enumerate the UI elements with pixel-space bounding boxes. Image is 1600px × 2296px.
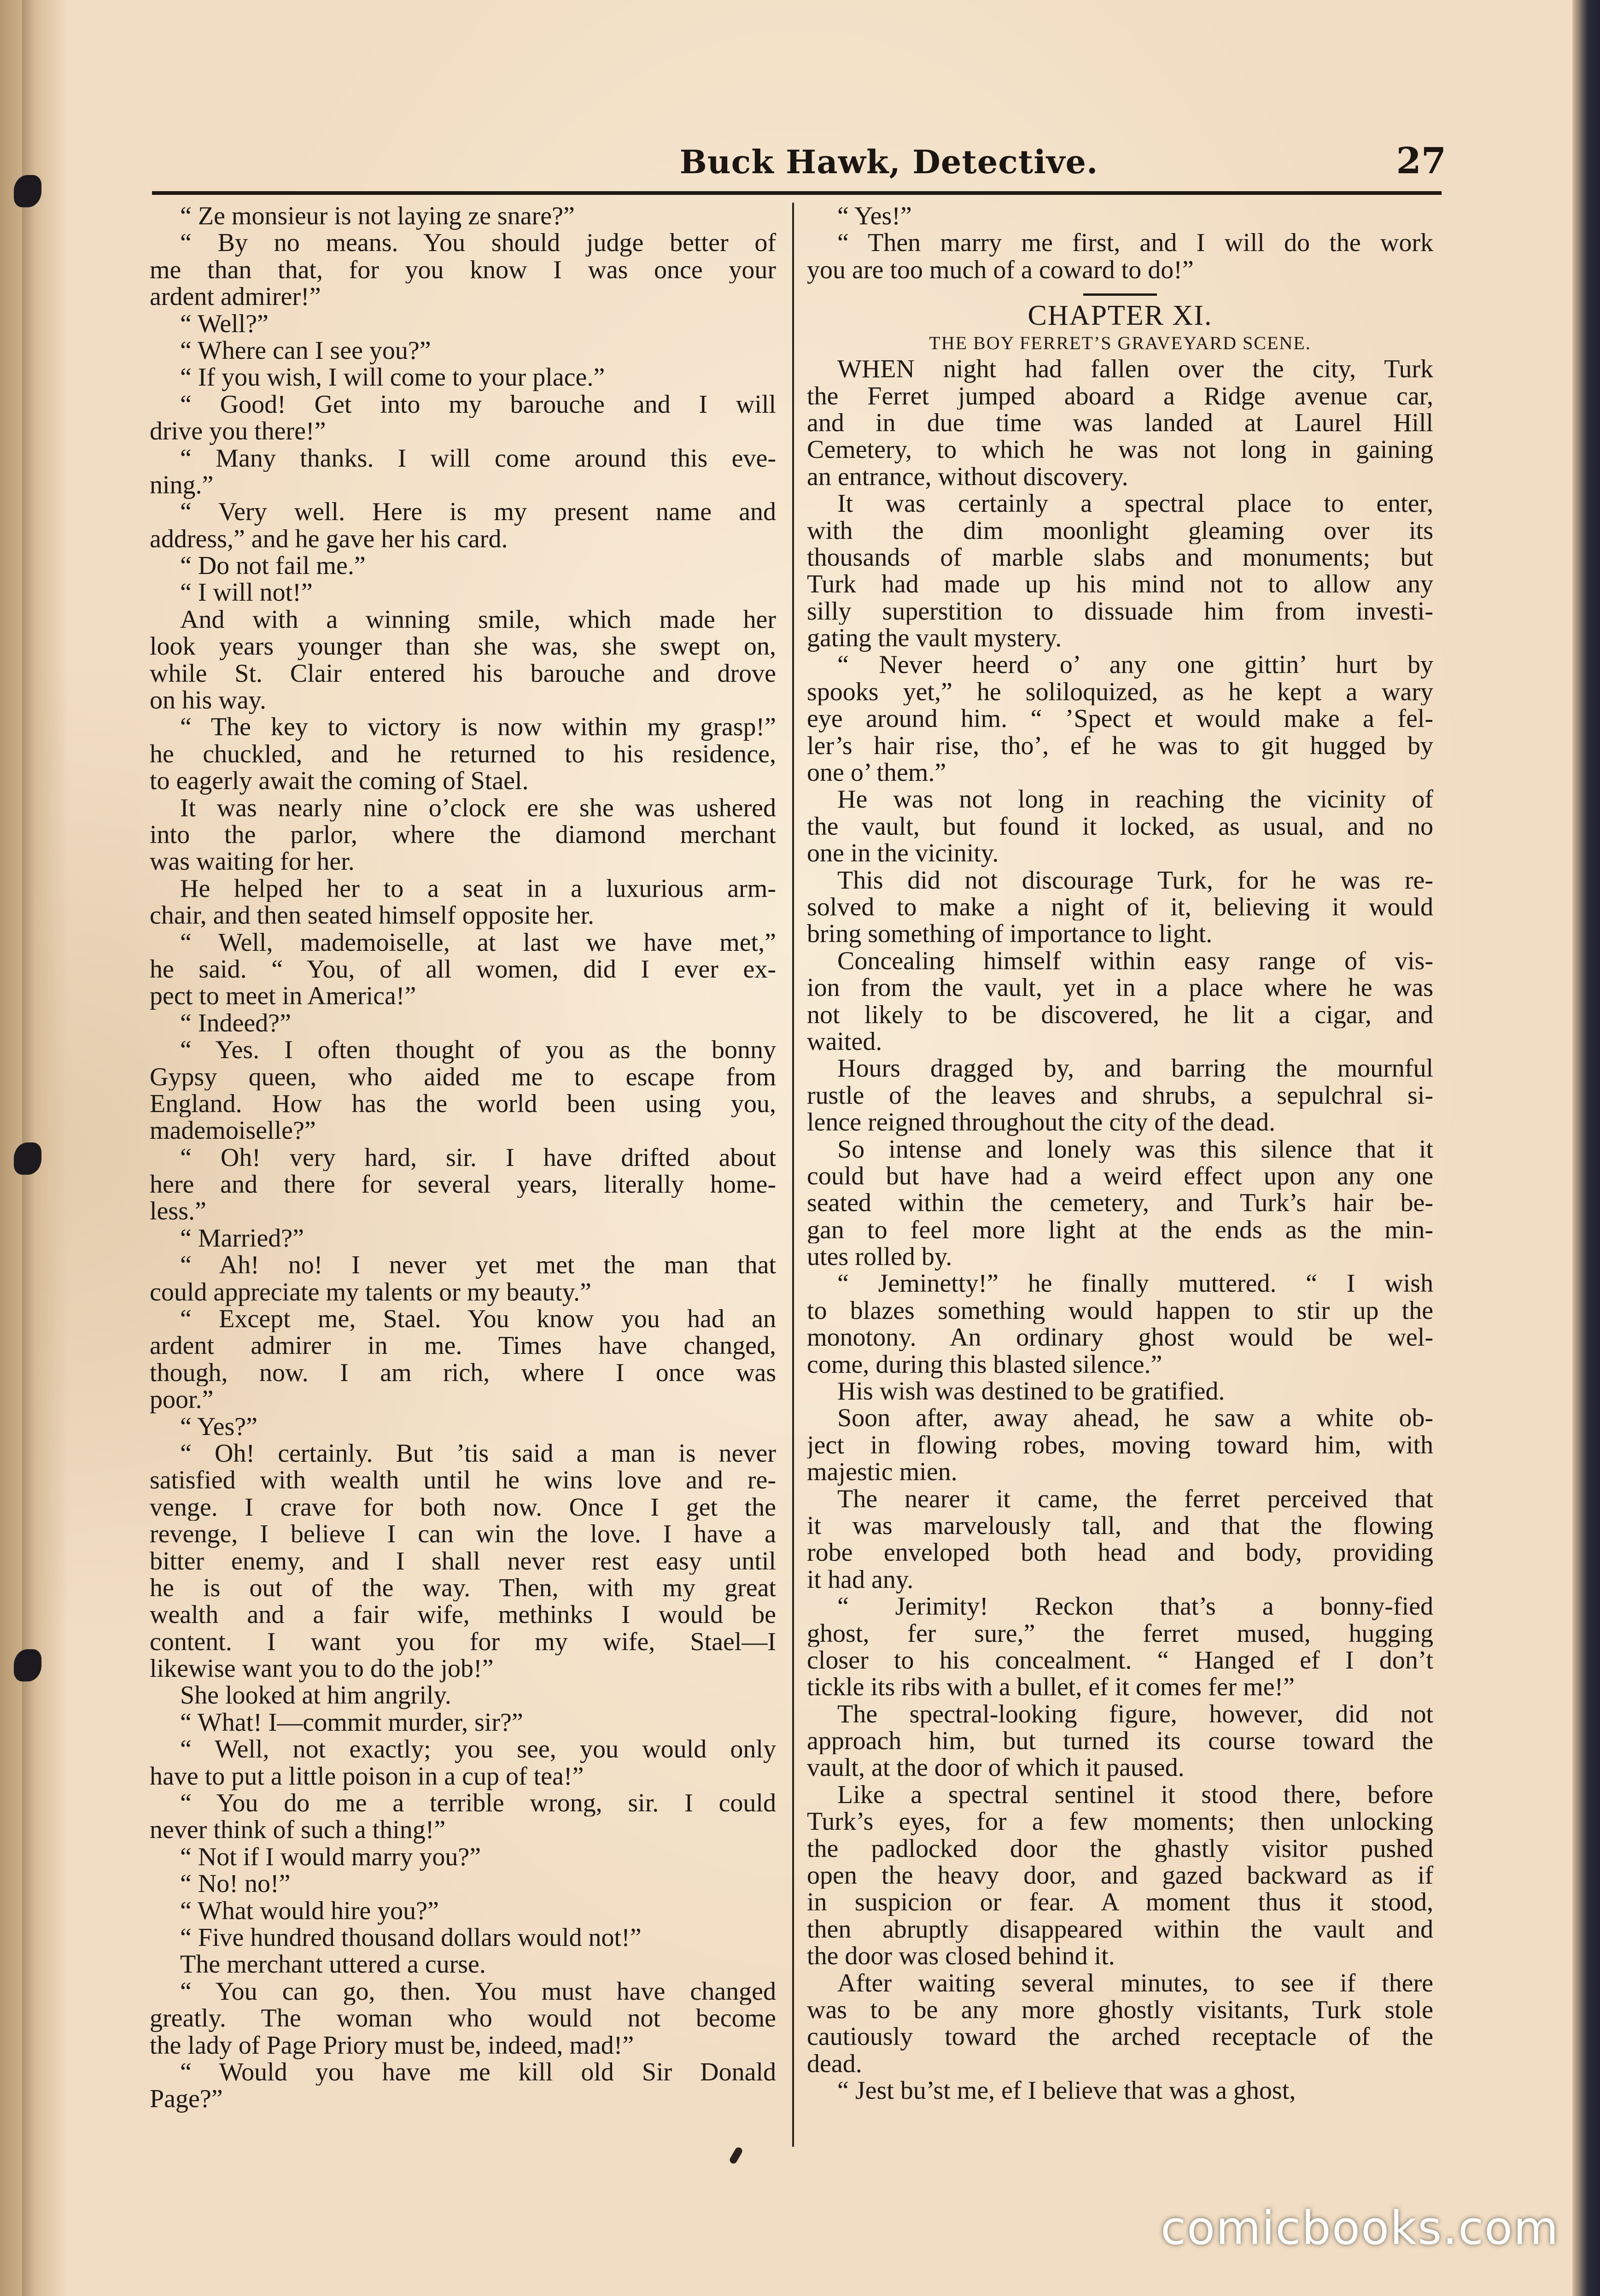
text-line: “ What would hire you?”: [180, 1896, 439, 1925]
text-line: bitter enemy, and I shall never rest easy until: [150, 1547, 776, 1575]
text-line: “ Many thanks. I will come around this eve-: [180, 445, 776, 472]
text-line: rustle of the leaves and shrubs, a sepulchral si-: [807, 1082, 1433, 1109]
text-line: utes rolled by.: [807, 1242, 952, 1271]
text-line: “ Oh! certainly. But ’tis said a man is never: [180, 1440, 776, 1467]
text-line: After waiting several minutes, to see if there: [837, 1969, 1433, 1997]
text-line: eye around him. “ ’Spect et would make a fel-: [807, 705, 1433, 732]
binding-stitch-mark: [14, 1649, 41, 1681]
text-line: the vault, but found it locked, as usual, and no: [807, 813, 1433, 840]
text-line: “ If you wish, I will come to your place.”: [180, 363, 605, 392]
text-line: ion from the vault, yet in a place where he was: [807, 974, 1433, 1002]
text-line: “ Five hundred thousand dollars would not!”: [180, 1923, 642, 1952]
text-line: could appreciate my talents or my beauty.”: [150, 1277, 591, 1306]
text-line: waited.: [807, 1027, 882, 1056]
column-divider: [792, 203, 794, 2147]
text-line: with the dim moonlight gleaming over its: [807, 517, 1433, 544]
text-line: approach him, but turned its course toward the: [807, 1728, 1433, 1755]
text-line: “ You do me a terrible wrong, sir. I could: [180, 1790, 776, 1817]
text-line: “ I will not!”: [180, 578, 313, 607]
text-line: “ Not if I would marry you?”: [180, 1842, 481, 1871]
text-line: gating the vault mystery.: [807, 624, 1062, 653]
text-line: ardent admirer in me. Times have changed,: [150, 1332, 776, 1359]
text-line: “ Jest bu’st me, ef I believe that was a ghost,: [837, 2076, 1296, 2105]
text-line: come, during this blasted silence.”: [807, 1350, 1162, 1379]
text-line: “ Married?”: [180, 1224, 304, 1253]
text-line: open the heavy door, and gazed backward as if: [807, 1862, 1433, 1889]
text-line: the door was closed behind it.: [807, 1942, 1115, 1971]
text-line: spooks yet,” he soliloquized, as he kept a wary: [807, 678, 1433, 706]
text-line: “ Indeed?”: [180, 1008, 291, 1037]
text-line: he is out of the way. Then, with my great: [150, 1574, 776, 1602]
text-line: the padlocked door the ghastly visitor pushed: [807, 1835, 1433, 1863]
text-line: to eagerly await the coming of Stael.: [150, 767, 529, 796]
text-line: She looked at him angrily.: [180, 1681, 451, 1710]
text-line: have to put a little poison in a cup of tea!”: [150, 1762, 584, 1791]
text-line: silly superstition to dissuade him from investi-: [807, 597, 1433, 625]
ink-mark: [729, 2146, 744, 2165]
text-line: ardent admirer!”: [150, 282, 321, 311]
text-line: Concealing himself within easy range of vis-: [837, 947, 1433, 975]
text-line: not likely to be discovered, he lit a cigar, and: [807, 1001, 1433, 1028]
text-line: “ Well?”: [180, 309, 269, 338]
header-rule: [152, 191, 1442, 195]
text-line: “ No! no!”: [180, 1869, 291, 1898]
text-line: he chuckled, and he returned to his residence,: [150, 740, 776, 768]
text-line: satisfied with wealth until he wins love and re-: [150, 1467, 776, 1494]
text-line: “ Never heerd o’ any one gittin’ hurt by: [837, 651, 1433, 679]
text-line: greatly. The woman who would not become: [150, 2005, 776, 2032]
text-line: Cemetery, to which he was not long in gaining: [807, 436, 1433, 463]
text-line: it was marvelously tall, and that the flowing: [807, 1512, 1433, 1540]
text-line: the lady of Page Priory must be, indeed, mad!”: [150, 2031, 634, 2060]
text-line: one o’ them.”: [807, 758, 946, 787]
running-title: Buck Hawk, Detective.: [679, 143, 1098, 181]
text-line: “ Yes!”: [837, 202, 912, 230]
text-line: vault, at the door of which it paused.: [807, 1753, 1185, 1782]
text-line: “ Yes?”: [180, 1412, 257, 1441]
text-line: The spectral-looking figure, however, did not: [837, 1700, 1433, 1728]
text-line: though, now. I am rich, where I once was: [150, 1359, 776, 1387]
text-line: an entrance, without discovery.: [807, 462, 1128, 491]
page-edge-right: [1572, 0, 1600, 2296]
text-line: Page?”: [150, 2085, 223, 2114]
text-line: you are too much of a coward to do!”: [807, 255, 1194, 284]
right-text-column: [807, 203, 1433, 2104]
text-line: ning.”: [150, 470, 214, 499]
text-line: the Ferret jumped aboard a Ridge avenue car,: [807, 382, 1433, 410]
text-line: “ Jeminetty!” he finally muttered. “ I wish: [837, 1270, 1433, 1297]
watermark: comicbooks.com: [1161, 2201, 1559, 2255]
text-line: into the parlor, where the diamond merchant: [150, 821, 776, 849]
text-line: “ The key to victory is now within my grasp!”: [180, 714, 776, 741]
right-column-continuation: [807, 203, 1433, 283]
text-line: “ Well, not exactly; you see, you would only: [180, 1736, 776, 1763]
text-line: gan to feel more light at the ends as the min-: [807, 1216, 1433, 1244]
text-line: “ What! I—commit murder, sir?”: [180, 1708, 523, 1737]
text-line: wealth and a fair wife, methinks I would be: [150, 1601, 776, 1628]
text-line: “ Do not fail me.”: [180, 551, 366, 580]
left-text-column: [150, 203, 776, 2113]
text-line: look years younger than she was, she swept on,: [150, 633, 776, 660]
text-line: “ Except me, Stael. You know you had an: [180, 1306, 776, 1333]
text-line: revenge, I believe I can win the love. I have a: [150, 1521, 776, 1548]
text-line: “ Ah! no! I never yet met the man that: [180, 1252, 776, 1279]
text-line: thousands of marble slabs and monuments; but: [807, 544, 1433, 571]
text-line: He was not long in reaching the vicinity of: [837, 786, 1433, 813]
text-line: address,” and he gave her his card.: [150, 524, 508, 553]
text-line: Hours dragged by, and barring the mournful: [837, 1055, 1433, 1082]
text-line: venge. I crave for both now. Once I get the: [150, 1494, 776, 1521]
text-line: “ Good! Get into my barouche and I will: [180, 391, 776, 418]
text-line: It was nearly nine o’clock ere she was ushered: [180, 794, 776, 821]
chapter-subtitle: THE BOY FERRET’S GRAVEYARD SCENE.: [929, 333, 1311, 354]
text-line: me than that, for you know I was once your: [150, 256, 776, 284]
text-line: here and there for several years, literally home-: [150, 1171, 776, 1198]
text-line: in suspicion or fear. A moment thus it stood,: [807, 1889, 1433, 1916]
text-line: solved to make a night of it, believing it would: [807, 893, 1433, 921]
text-line: ject in flowing robes, moving toward him, with: [807, 1431, 1433, 1459]
text-line: on his way.: [150, 686, 267, 715]
text-line: he said. “ You, of all women, did I ever ex-: [150, 955, 776, 983]
text-line: He helped her to a seat in a luxurious arm-: [180, 875, 776, 902]
chapter-rule: [1083, 293, 1157, 296]
text-line: could but have had a weird effect upon any one: [807, 1162, 1433, 1190]
text-line: never think of such a thing!”: [150, 1816, 446, 1845]
text-line: less.”: [150, 1197, 206, 1226]
text-line: “ By no means. You should judge better of: [180, 229, 776, 257]
page-number: 27: [1396, 140, 1446, 182]
text-line: was waiting for her.: [150, 847, 355, 876]
text-line: dead.: [807, 2049, 862, 2078]
text-line: “ Very well. Here is my present name and: [180, 498, 776, 526]
text-line: drive you there!”: [150, 417, 326, 446]
text-line: then abruptly disappeared within the vault and: [807, 1915, 1433, 1943]
running-header: [161, 134, 1446, 184]
text-line: seated within the cemetery, and Turk’s hair be-: [807, 1189, 1433, 1217]
text-line: content. I want you for my wife, Stael—I: [150, 1628, 776, 1656]
text-line: “ Jerimity! Reckon that’s a bonny-fied: [837, 1593, 1433, 1620]
text-line: while St. Clair entered his barouche and drove: [150, 660, 776, 687]
text-line: This did not discourage Turk, for he was re-: [837, 867, 1433, 894]
text-line: ler’s hair rise, tho’, ef he was to git hugged by: [807, 732, 1433, 760]
text-line: “ You can go, then. You must have changed: [180, 1978, 776, 2005]
chapter-title: CHAPTER XI.: [1028, 300, 1213, 332]
text-line: His wish was destined to be gratified.: [837, 1377, 1225, 1406]
text-line: “ Then marry me first, and I will do the work: [837, 229, 1433, 257]
text-line: majestic mien.: [807, 1458, 958, 1487]
text-line: Turk had made up his mind not to allow any: [807, 571, 1433, 598]
text-line: bring something of importance to light.: [807, 920, 1213, 949]
text-line: “ Would you have me kill old Sir Donald: [180, 2058, 776, 2086]
text-line: And with a winning smile, which made her: [180, 606, 776, 633]
text-line: one in the vicinity.: [807, 839, 999, 868]
text-line: It was certainly a spectral place to enter,: [837, 490, 1433, 517]
text-line: and in due time was landed at Laurel Hill: [807, 409, 1433, 437]
text-line: lence reigned throughout the city of the dead.: [807, 1108, 1275, 1137]
text-line: Turk’s eyes, for a few moments; then unlocking: [807, 1808, 1433, 1835]
text-line: robe enveloped both head and body, providing: [807, 1539, 1433, 1566]
text-line: “ Ze monsieur is not laying ze snare?”: [180, 202, 575, 230]
binding-stitch-mark: [14, 175, 41, 207]
text-line: “ Oh! very hard, sir. I have drifted about: [180, 1144, 776, 1171]
text-line: tickle its ribs with a bullet, ef it comes fer me!”: [807, 1673, 1295, 1702]
text-line: Like a spectral sentinel it stood there, before: [837, 1781, 1433, 1809]
text-line: The merchant uttered a curse.: [180, 1950, 486, 1979]
chapter-body: [807, 356, 1433, 2104]
text-line: cautiously toward the arched receptacle of the: [807, 2023, 1433, 2050]
text-line: Gypsy queen, who aided me to escape from: [150, 1063, 776, 1090]
binding-stitch-mark: [14, 1142, 41, 1175]
text-line: Soon after, away ahead, he saw a white ob-: [837, 1405, 1433, 1432]
text-line: So intense and lonely was this silence that it: [837, 1136, 1433, 1163]
text-line: “ Well, mademoiselle, at last we have met,”: [180, 929, 776, 956]
text-line: monotony. An ordinary ghost would be wel-: [807, 1324, 1433, 1351]
text-line: “ Where can I see you?”: [180, 336, 431, 365]
text-line: England. How has the world been using you,: [150, 1090, 776, 1118]
text-line: to blazes something would happen to stir up the: [807, 1297, 1433, 1324]
text-line: chair, and then seated himself opposite her.: [150, 901, 595, 930]
text-line: ghost, fer sure,” the ferret mused, hugging: [807, 1620, 1433, 1647]
text-line: mademoiselle?”: [150, 1116, 316, 1145]
text-line: pect to meet in America!”: [150, 982, 416, 1011]
text-line: “ Yes. I often thought of you as the bonny: [180, 1037, 776, 1064]
text-line: closer to his concealment. “ Hanged ef I don’t: [807, 1646, 1433, 1674]
text-line: WHEN night had fallen over the city, Turk: [837, 356, 1433, 383]
text-line: likewise want you to do the job!”: [150, 1654, 494, 1683]
text-line: was to be any more ghostly visitants, Turk stole: [807, 1997, 1433, 2024]
text-line: poor.”: [150, 1385, 214, 1414]
text-line: The nearer it came, the ferret perceived that: [837, 1485, 1433, 1512]
text-line: it had any.: [807, 1565, 914, 1594]
